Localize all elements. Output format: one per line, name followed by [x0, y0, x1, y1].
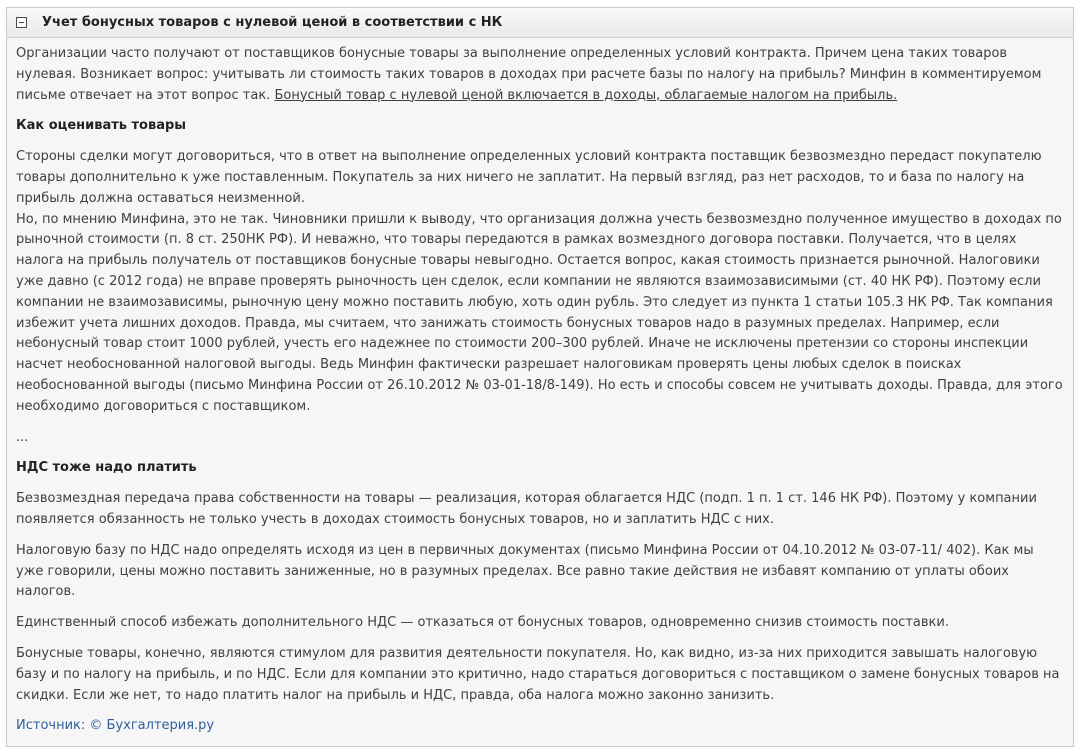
- source-link[interactable]: © Бухгалтерия.ру: [89, 718, 215, 734]
- source-line: [16, 716, 1064, 737]
- panel-title: Учет бонусных товаров с нулевой ценой в соответствии с НК: [42, 15, 503, 30]
- panel-header[interactable]: [7, 8, 1073, 38]
- vat-paragraph-3: Единственный способ избежать дополнительного НДС — отказаться от бонусных товаров, одновременно снизив стоимость поставки.: [16, 615, 949, 631]
- source-label: Источник:: [16, 718, 90, 734]
- valuation-paragraph-1: Стороны сделки могут договориться, что в ответ на выполнение определенных условий контракта поставщик безвозмездно передаст покупателю товары дополнительно к уже поставленным. Покупатель за них ничего не заплатит. На первый взгляд, раз нет расходов, то и база по налогу на прибыль должна оставаться неизменной.: [16, 149, 1042, 206]
- ellipsis: ...: [16, 429, 29, 445]
- article-body: [7, 38, 1073, 737]
- intro-paragraph: [16, 44, 1064, 106]
- article-panel: [6, 7, 1074, 747]
- vat-paragraph-2: Налоговую базу по НДС надо определять исходя из цен в первичных документах (письмо Минфина России от 04.10.2012 № 03-07-11/ 402). Как мы уже говорили, цены можно поставить заниженные, но в разумных пределах. Все равно такие действия не избавят компанию от уплаты обоих налогов.: [16, 542, 1034, 600]
- vat-paragraph-4: Бонусные товары, конечно, являются стимулом для развития деятельности покупателя. Но, как видно, из-за них приходится завышать налоговую базу и по налогу на прибыль, и по НДС. Если для компании это критично, надо стараться договориться с поставщиком о замене бонусных товаров на скидки. Если же нет, то надо платить налог на прибыль и НДС, правда, оба налога можно законно занизить.: [16, 645, 1060, 703]
- vat-paragraph-1: Безвозмездная передача права собственности на товары — реализация, которая облагается НДС (подп. 1 п. 1 ст. 146 НК РФ). Поэтому у компании появляется обязанность не только учесть в доходах стоимость бонусных товаров, но и заплатить НДС с них.: [16, 491, 1037, 527]
- section-heading-valuation: Как оценивать товары: [16, 118, 187, 134]
- section-heading-vat: НДС тоже надо платить: [16, 460, 197, 476]
- intro-link[interactable]: Бонусный товар с нулевой ценой включается в доходы, облагаемые налогом на прибыль.: [274, 87, 898, 103]
- intro-text: Организации часто получают от поставщиков бонусные товары за выполнение определенных условий контракта. Причем цена таких товаров нулевая. Возникает вопрос: учитывать ли стоимость таких товаров в доходах при расчете базы по налогу на прибыль? Минфин в комментируемом письме отвечает на этот вопрос так.: [16, 46, 1042, 103]
- collapse-icon[interactable]: [16, 17, 27, 28]
- valuation-paragraph-2: Но, по мнению Минфина, это не так. Чиновники пришли к выводу, что организация должна учесть безвозмездно полученное имущество в доходах по рыночной стоимости (п. 8 ст. 250НК РФ). И неважно, что товары передаются в рамках возмездного договора поставки. Получается, что в целях налога на прибыль получатель от поставщиков бонусные товары невыгодно. Остается вопрос, какая стоимость признается рыночной. Налоговики уже давно (с 2012 года) не вправе проверять рыночность цен сделок, если компании не являются взаимозависимыми (ст. 40 НК РФ). Поэтому если компании не взаимозависимы, рыночную цену можно поставить любую, хоть один рубль. Это следует из пункта 1 статьи 105.3 НК РФ. Так компания избежит учета лишних доходов. Правда, мы считаем, что занижать стоимость бонусных товаров надо в разумных пределах. Например, если небонусный товар стоит 1000 рублей, учесть его надежнее по стоимости 200–300 рублей. Иначе не исключены претензии со стороны инспекции насчет необоснованной налоговой выгоды. Ведь Минфин фактически разрешает налоговикам проверять цены любых сделок в поисках необоснованной выгоды (письмо Минфина России от 26.10.2012 № 03-01-18/8-149). Но есть и способы совсем не учитывать доходы. Правда, для этого необходимо договориться с поставщиком.: [16, 211, 1063, 414]
